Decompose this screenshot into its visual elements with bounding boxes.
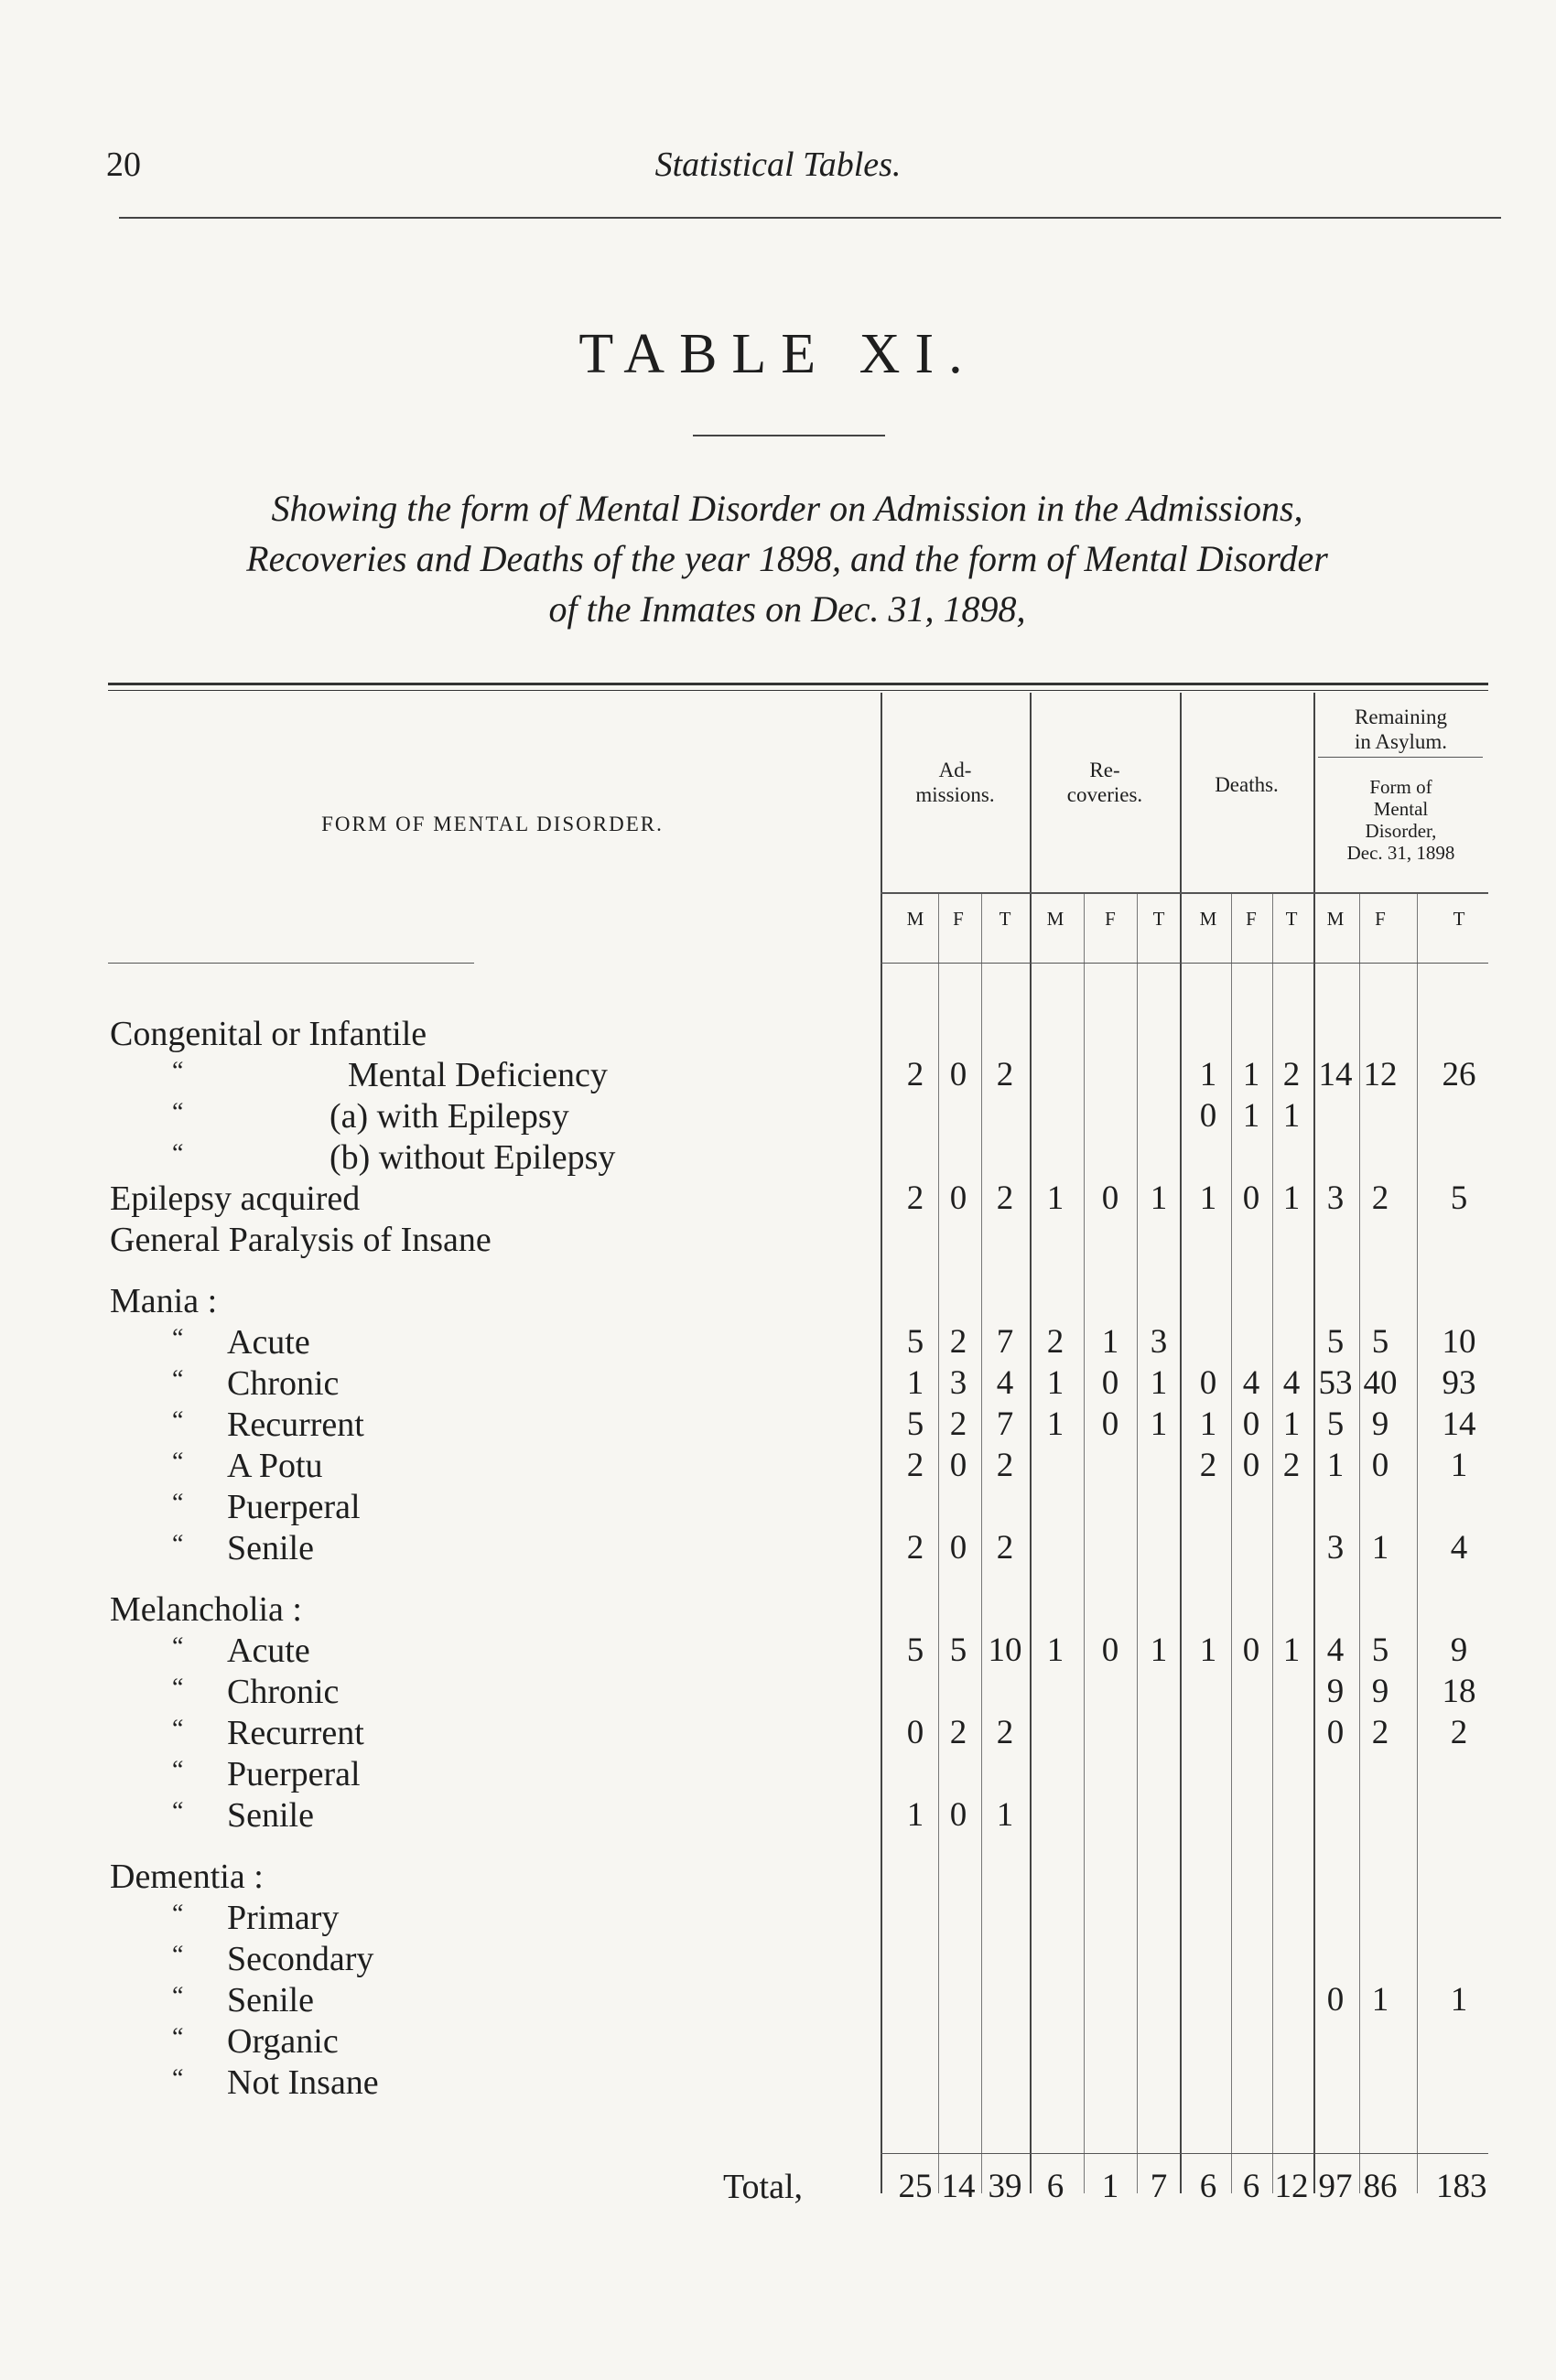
row-label: Mania : [110, 1282, 218, 1320]
table-cell: 0 [1242, 1405, 1260, 1443]
table-cell: 1 [906, 1364, 924, 1402]
table-cell: 2 [906, 1447, 924, 1484]
table-cell: 1 [1242, 1097, 1260, 1135]
table-cell: 1 [1199, 1179, 1217, 1217]
sub-divider-2 [1084, 892, 1085, 2193]
column-header-m: M [1199, 908, 1217, 930]
table-cell: 1 [1150, 1632, 1168, 1669]
row-label: General Paralysis of Insane [110, 1221, 492, 1259]
table-cell: 4 [1326, 1632, 1345, 1669]
table-cell: 0 [1371, 1447, 1389, 1484]
column-header-t: T [1152, 908, 1165, 930]
total-cell: 6 [1046, 2168, 1064, 2205]
total-rule [881, 2153, 1488, 2154]
table-title: TABLE XI. [578, 323, 978, 385]
ditto-mark: “ [172, 1139, 184, 1168]
table-cell: 1 [1371, 1529, 1389, 1567]
table-top-rule-2 [108, 690, 1488, 691]
table-cell: 1 [1199, 1056, 1217, 1093]
table-cell: 93 [1442, 1364, 1476, 1402]
total-cell: 183 [1436, 2168, 1487, 2205]
column-header-f: F [1375, 908, 1386, 930]
remaining-subheader: Form of Mental Disorder, Dec. 31, 1898 [1346, 776, 1455, 864]
table-cell: 2 [996, 1056, 1014, 1093]
table-cell: 1 [996, 1796, 1014, 1834]
running-head: Statistical Tables. [654, 145, 902, 184]
ditto-mark: “ [172, 1674, 184, 1702]
table-cell: 14 [1318, 1056, 1353, 1093]
row-label: Congenital or Infantile [110, 1015, 427, 1053]
table-cell: 2 [906, 1179, 924, 1217]
table-cell: 18 [1442, 1673, 1476, 1710]
table-cell: 0 [949, 1796, 967, 1834]
table-cell: 0 [1101, 1364, 1119, 1402]
row-label: Senile [227, 1981, 314, 2019]
row-label: Chronic [227, 1673, 340, 1711]
table-cell: 4 [1242, 1364, 1260, 1402]
table-cell: 10 [1442, 1323, 1476, 1361]
form-header: FORM OF MENTAL DISORDER. [321, 813, 664, 835]
table-cell: 7 [996, 1323, 1014, 1361]
remaining-header: Remaining in Asylum. [1355, 705, 1447, 753]
table-cell: 1 [1150, 1179, 1168, 1217]
table-cell: 0 [906, 1714, 924, 1751]
table-cell: 1 [1150, 1405, 1168, 1443]
table-cell: 5 [1371, 1323, 1389, 1361]
table-cell: 5 [1326, 1405, 1345, 1443]
table-cell: 5 [906, 1632, 924, 1669]
recoveries-header: Re- coveries. [1066, 759, 1143, 806]
table-cell: 2 [906, 1056, 924, 1093]
table-cell: 4 [996, 1364, 1014, 1402]
table-cell: 1 [1282, 1405, 1301, 1443]
table-cell: 9 [1371, 1405, 1389, 1443]
group-divider-0 [881, 693, 882, 2193]
table-cell: 0 [1242, 1447, 1260, 1484]
table-cell: 1 [1199, 1632, 1217, 1669]
table-cell: 0 [1101, 1405, 1119, 1443]
table-cell: 7 [996, 1405, 1014, 1443]
table-cell: 2 [996, 1529, 1014, 1567]
total-label: Total, [723, 2168, 804, 2206]
table-cell: 0 [949, 1179, 967, 1217]
row-label: Epilepsy acquired [110, 1179, 361, 1218]
table-cell: 53 [1318, 1364, 1353, 1402]
table-cell: 1 [1150, 1364, 1168, 1402]
row-label: (a) with Epilepsy [330, 1097, 569, 1136]
row-label: Acute [227, 1632, 310, 1670]
table-cell: 9 [1326, 1673, 1345, 1710]
total-cell: 7 [1150, 2168, 1168, 2205]
ditto-mark: “ [172, 1632, 184, 1661]
table-cell: 2 [996, 1714, 1014, 1751]
row-label: Recurrent [227, 1405, 364, 1444]
column-header-f: F [1246, 908, 1257, 930]
row-label: Chronic [227, 1364, 340, 1403]
ditto-mark: “ [172, 1057, 184, 1085]
row-label: Senile [227, 1529, 314, 1567]
ditto-mark: “ [172, 1715, 184, 1743]
row-label: A Potu [227, 1447, 323, 1485]
table-cell: 3 [1150, 1323, 1168, 1361]
table-cell: 1 [1046, 1179, 1064, 1217]
total-cell: 1 [1101, 2168, 1119, 2205]
table-cell: 1 [1450, 1447, 1468, 1484]
total-cell: 86 [1363, 2168, 1398, 2205]
row-label: Recurrent [227, 1714, 364, 1752]
table-cell: 9 [1450, 1632, 1468, 1669]
total-cell: 6 [1242, 2168, 1260, 2205]
ditto-mark: “ [172, 1324, 184, 1352]
form-header-rule [108, 963, 474, 964]
table-cell: 1 [1282, 1632, 1301, 1669]
total-cell: 6 [1199, 2168, 1217, 2205]
table-cell: 0 [1326, 1714, 1345, 1751]
table-cell: 2 [949, 1323, 967, 1361]
table-cell: 10 [988, 1632, 1022, 1669]
total-cell: 12 [1274, 2168, 1309, 2205]
ditto-mark: “ [172, 2064, 184, 2093]
ditto-mark: “ [172, 1365, 184, 1394]
column-header-f: F [953, 908, 964, 930]
table-cell: 0 [1199, 1097, 1217, 1135]
table-top-rule [108, 683, 1488, 685]
group-divider-1 [1030, 693, 1032, 2193]
table-cell: 3 [1326, 1179, 1345, 1217]
subheader-rule [881, 892, 1488, 894]
table-cell: 5 [1450, 1179, 1468, 1217]
table-cell: 0 [1242, 1632, 1260, 1669]
table-cell: 2 [1046, 1323, 1064, 1361]
ditto-mark: “ [172, 1756, 184, 1784]
title-rule [693, 435, 885, 436]
row-label: Senile [227, 1796, 314, 1835]
table-cell: 0 [1326, 1981, 1345, 2019]
row-label: Melancholia : [110, 1590, 302, 1629]
table-cell: 2 [1199, 1447, 1217, 1484]
table-cell: 0 [949, 1056, 967, 1093]
remaining-inner-rule [1318, 757, 1483, 758]
header-rule [119, 217, 1501, 219]
table-cell: 26 [1442, 1056, 1476, 1093]
total-cell: 97 [1318, 2168, 1353, 2205]
column-header-m: M [906, 908, 924, 930]
ditto-mark: “ [172, 1982, 184, 2010]
ditto-mark: “ [172, 1530, 184, 1558]
table-cell: 4 [1450, 1529, 1468, 1567]
table-cell: 2 [1371, 1179, 1389, 1217]
table-cell: 1 [1282, 1179, 1301, 1217]
table-cell: 0 [949, 1529, 967, 1567]
table-cell: 1 [906, 1796, 924, 1834]
table-cell: 1 [1101, 1323, 1119, 1361]
table-cell: 2 [906, 1529, 924, 1567]
row-label: Organic [227, 2022, 339, 2061]
ditto-mark: “ [172, 1098, 184, 1126]
table-cell: 2 [949, 1714, 967, 1751]
row-label: Acute [227, 1323, 310, 1362]
ditto-mark: “ [172, 1448, 184, 1476]
table-cell: 5 [949, 1632, 967, 1669]
table-cell: 2 [1282, 1056, 1301, 1093]
ditto-mark: “ [172, 1941, 184, 1969]
ditto-mark: “ [172, 1406, 184, 1435]
admissions-header: Ad- missions. [915, 759, 995, 806]
table-cell: 0 [1101, 1632, 1119, 1669]
row-label: Dementia : [110, 1858, 264, 1896]
table-caption: Showing the form of Mental Disorder on Admission in the Admissions, Recoveries and Deaths of the year 1898, and the form of Mental Disorder of the Inmates on Dec. 31, 1898, [246, 488, 1328, 630]
table-cell: 40 [1363, 1364, 1398, 1402]
total-cell: 25 [898, 2168, 933, 2205]
table-cell: 2 [1450, 1714, 1468, 1751]
table-cell: 0 [949, 1447, 967, 1484]
row-label: Puerperal [227, 1755, 361, 1793]
table-cell: 1 [1326, 1447, 1345, 1484]
row-label: Primary [227, 1899, 340, 1937]
table-cell: 2 [996, 1179, 1014, 1217]
ditto-mark: “ [172, 1489, 184, 1517]
column-header-m: M [1046, 908, 1064, 930]
row-label: Puerperal [227, 1488, 361, 1526]
row-label: Secondary [227, 1940, 374, 1978]
row-label: (b) without Epilepsy [330, 1138, 616, 1177]
table-cell: 1 [1282, 1097, 1301, 1135]
table-cell: 5 [906, 1323, 924, 1361]
table-cell: 1 [1046, 1405, 1064, 1443]
table-cell: 1 [1450, 1981, 1468, 2019]
column-header-m: M [1326, 908, 1345, 930]
sub-divider-7 [1417, 892, 1418, 2193]
ditto-mark: “ [172, 1797, 184, 1825]
table-cell: 3 [949, 1364, 967, 1402]
table-cell: 0 [1199, 1364, 1217, 1402]
total-cell: 39 [988, 2168, 1022, 2205]
table-cell: 1 [1199, 1405, 1217, 1443]
column-header-t: T [999, 908, 1011, 930]
table-cell: 0 [1242, 1179, 1260, 1217]
page-number: 20 [106, 145, 141, 184]
table-cell: 2 [1282, 1447, 1301, 1484]
column-header-t: T [1453, 908, 1465, 930]
table-cell: 1 [1046, 1632, 1064, 1669]
table-cell: 12 [1363, 1056, 1398, 1093]
column-header-f: F [1105, 908, 1116, 930]
row-label: Mental Deficiency [348, 1056, 608, 1094]
table-cell: 14 [1442, 1405, 1476, 1443]
table-cell: 2 [1371, 1714, 1389, 1751]
table-cell: 9 [1371, 1673, 1389, 1710]
table-cell: 1 [1242, 1056, 1260, 1093]
column-header-t: T [1285, 908, 1298, 930]
table-cell: 5 [1326, 1323, 1345, 1361]
table-cell: 2 [949, 1405, 967, 1443]
sub-divider-3 [1137, 892, 1138, 2193]
total-cell: 14 [941, 2168, 976, 2205]
table-cell: 5 [1371, 1632, 1389, 1669]
table-cell: 1 [1371, 1981, 1389, 2019]
table-cell: 4 [1282, 1364, 1301, 1402]
row-label: Not Insane [227, 2063, 379, 2102]
table-cell: 5 [906, 1405, 924, 1443]
table-cell: 3 [1326, 1529, 1345, 1567]
table-cell: 1 [1046, 1364, 1064, 1402]
sub-letter-rule [881, 963, 1488, 964]
table-cell: 2 [996, 1447, 1014, 1484]
ditto-mark: “ [172, 1900, 184, 1928]
deaths-header: Deaths. [1215, 773, 1279, 796]
ditto-mark: “ [172, 2023, 184, 2052]
table-cell: 0 [1101, 1179, 1119, 1217]
